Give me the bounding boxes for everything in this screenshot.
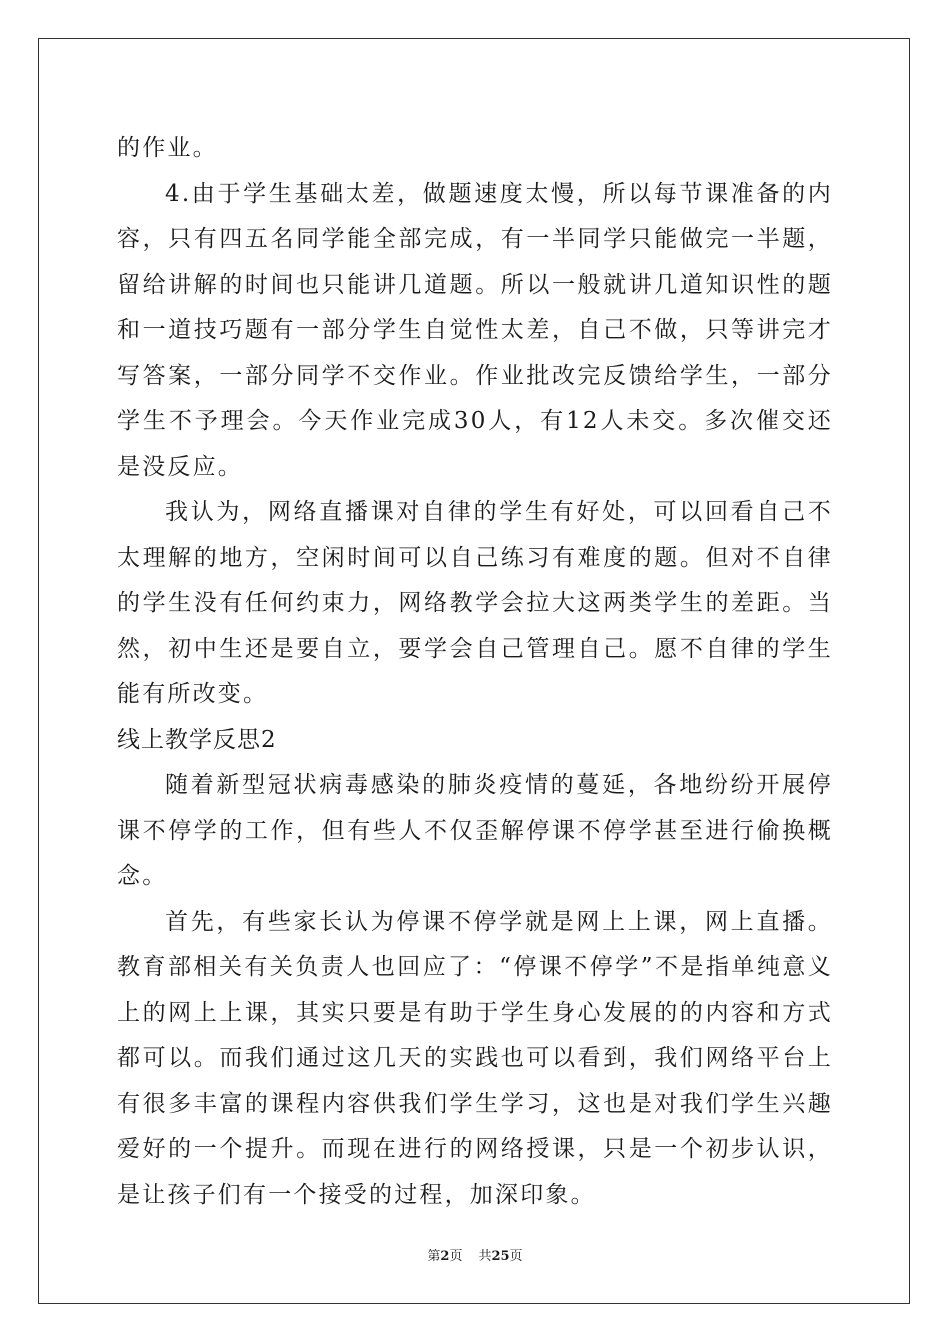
page-number-current: 2: [440, 1249, 450, 1264]
page-number-total: 25: [491, 1249, 510, 1264]
page-footer: [0, 1245, 950, 1264]
paragraph-intro: 随着新型冠状病毒感染的肺炎疫情的蔓延，各地纷纷开展停课不停学的工作，但有些人不仅歪解停课不停学甚至进行偷换概念。: [117, 772, 833, 889]
paragraph-opinion: 我认为，网络直播课对自律的学生有好处，可以回看自己不太理解的地方，空闲时间可以自己练习有难度的题。但对不自律的学生没有任何约束力，网络教学会拉大这两类学生的差距。当然，初中生还是要自立，要学会自己管理自己。愿不自律的学生能有所改变。: [117, 499, 833, 707]
section-heading: 线上教学反思2: [117, 726, 277, 753]
document-body: [117, 126, 833, 1218]
total-suffix: 页: [509, 1249, 523, 1264]
paragraph-item-4: 4.由于学生基础太差，做题速度太慢，所以每节课准备的内容，只有四五名同学能全部完成，有一半同学只能做完一半题，留给讲解的时间也只能讲几道题。所以一般就讲几道知识性的题和一道技巧题有一部分学生自觉性太差，自己不做，只等讲完才写答案，一部分同学不交作业。作业批改完反馈给学生，一部分学生不予理会。今天作业完成30人，有12人未交。多次催交还是没反应。: [117, 180, 833, 480]
page-suffix: 页: [449, 1249, 463, 1264]
paragraph-continued: 的作业。: [117, 135, 218, 161]
page-prefix: 第: [427, 1249, 441, 1264]
total-prefix: 共: [478, 1249, 492, 1264]
paragraph-first-point: 首先，有些家长认为停课不停学就是网上上课，网上直播。教育部相关有关负责人也回应了：“停课不停学”不是指单纯意义上的网上上课，其实只要是有助于学生身心发展的的内容和方式都可以。而我们通过这几天的实践也可以看到，我们网络平台上有很多丰富的课程内容供我们学生学习，这也是对我们学生兴趣爱好的一个提升。而现在进行的网络授课，只是一个初步认识，是让孩子们有一个接受的过程，加深印象。: [117, 908, 833, 1208]
